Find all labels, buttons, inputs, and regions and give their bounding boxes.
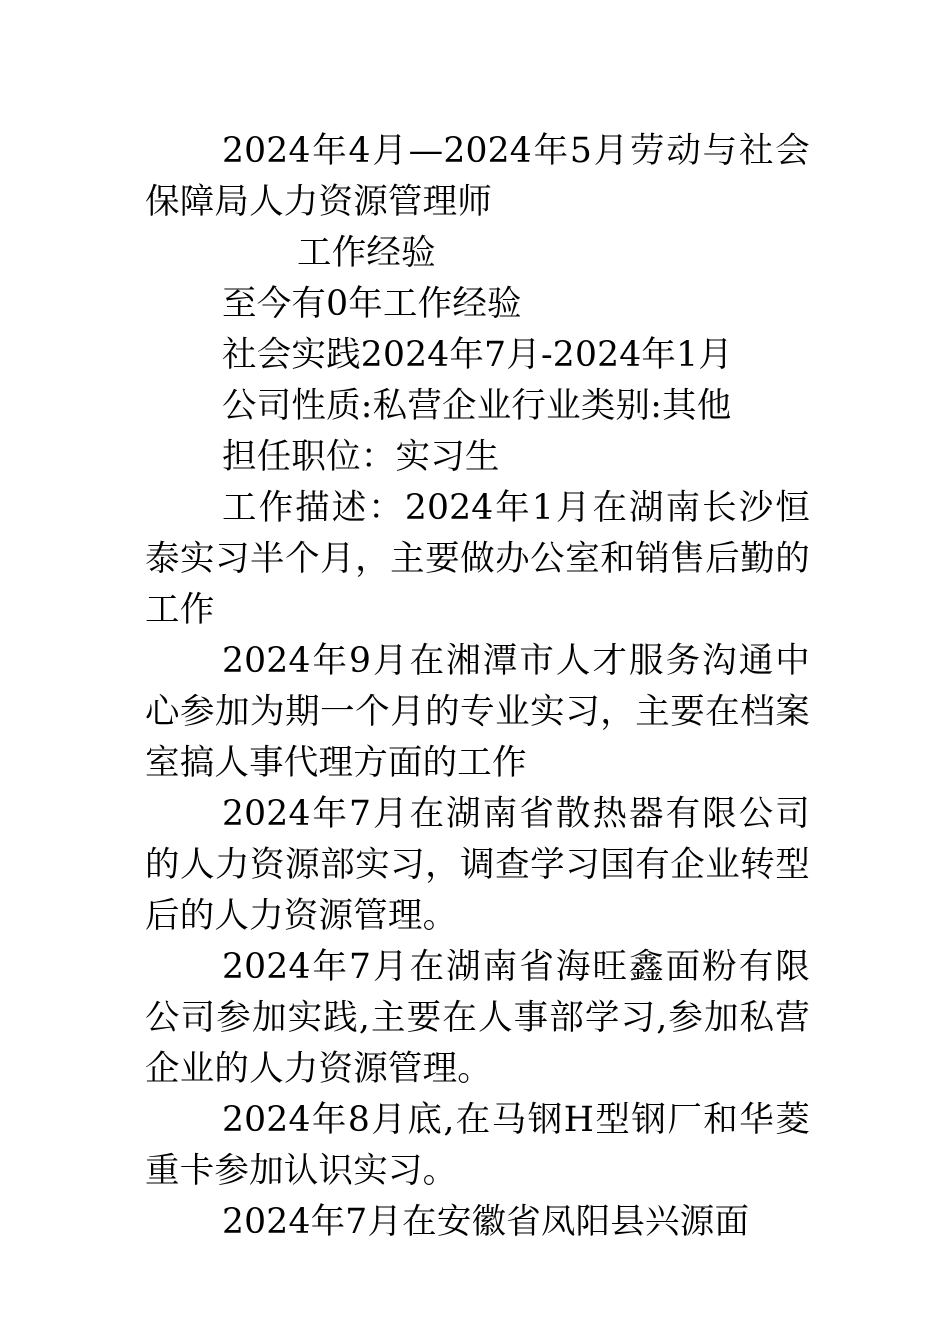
- paragraph-flour-company-practice: 2024年7月在湖南省海旺鑫面粉有限公司参加实践,主要在人事部学习,参加私营企业的人力资源管理。: [145, 947, 810, 1089]
- paragraph-position: 担任职位：实习生: [222, 437, 500, 477]
- paragraph-radiator-internship: 2024年7月在湖南省散热器有限公司的人力资源部实习，调查学习国有企业转型后的人力资源管理。: [145, 794, 810, 936]
- paragraph-job-description: 工作描述：2024年1月在湖南长沙恒泰实习半个月，主要做办公室和销售后勤的工作: [145, 488, 810, 630]
- document-body: [145, 126, 810, 1248]
- paragraph-anhui-practice: 2024年7月在安徽省凤阳县兴源面: [222, 1202, 750, 1242]
- paragraph-years-experience: 至今有0年工作经验: [222, 284, 522, 324]
- paragraph-steel-plant-practice: 2024年8月底,在马钢H型钢厂和华菱重卡参加认识实习。: [145, 1100, 810, 1191]
- paragraph-training-period: 2024年4月—2024年5月劳动与社会保障局人力资源管理师: [145, 131, 810, 222]
- paragraph-company-nature: 公司性质:私营企业行业类别:其他: [222, 386, 732, 426]
- paragraph-xiangtan-internship: 2024年9月在湘潭市人才服务沟通中心参加为期一个月的专业实习，主要在档案室搞人事代理方面的工作: [145, 641, 810, 783]
- paragraph-social-practice: 社会实践2024年7月-2024年1月: [222, 335, 733, 375]
- section-heading-work-experience: 工作经验: [297, 233, 436, 273]
